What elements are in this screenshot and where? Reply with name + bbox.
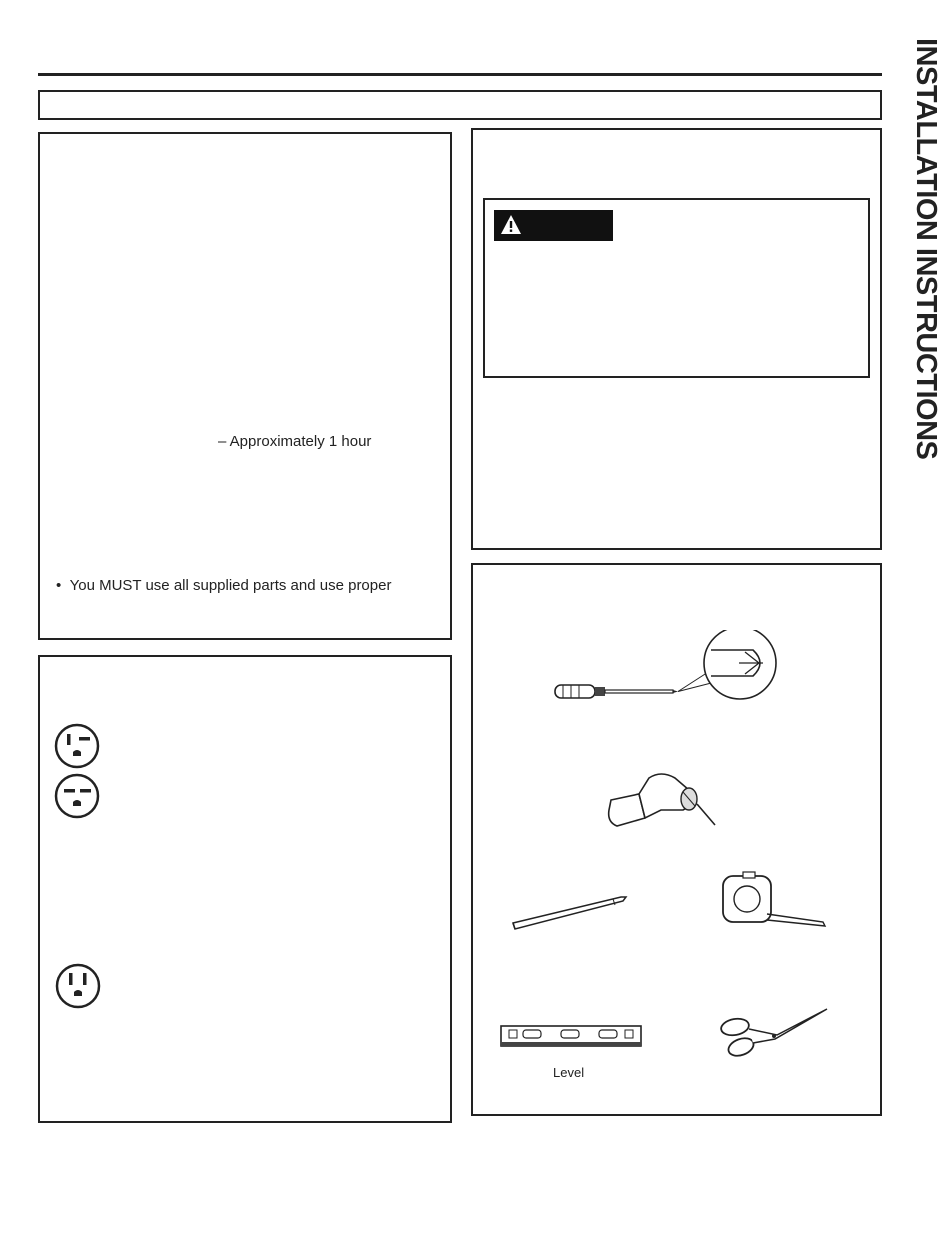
title-bar <box>38 90 882 120</box>
warning-label <box>494 210 613 241</box>
installation-time-text: – Approximately 1 hour <box>218 433 372 450</box>
outlet-30a-icon <box>53 722 101 770</box>
drill-icon <box>603 770 718 830</box>
header-rule <box>38 73 882 76</box>
level-label: Level <box>553 1065 585 1080</box>
installation-instructions-title: INSTALLATION INSTRUCTIONS <box>910 38 942 460</box>
outlet-20a-icon <box>53 772 101 820</box>
outlet-15a-grounded-icon <box>54 962 102 1010</box>
electrical-requirements-panel <box>38 655 452 1123</box>
level-icon <box>499 1020 644 1052</box>
supplied-parts-bullet: • You MUST use all supplied parts and use proper <box>56 577 392 594</box>
safety-panel <box>471 128 882 550</box>
phillips-screwdriver-icon <box>553 630 783 710</box>
scissors-icon <box>719 1005 831 1061</box>
before-you-begin-panel <box>38 132 452 640</box>
supplied-parts-text: You MUST use all supplied parts and use proper <box>69 577 392 594</box>
warning-box <box>483 198 870 378</box>
warning-triangle-icon <box>500 214 522 236</box>
tools-needed-panel <box>471 563 882 1116</box>
pencil-icon <box>511 893 631 933</box>
tape-measure-icon <box>719 870 829 932</box>
